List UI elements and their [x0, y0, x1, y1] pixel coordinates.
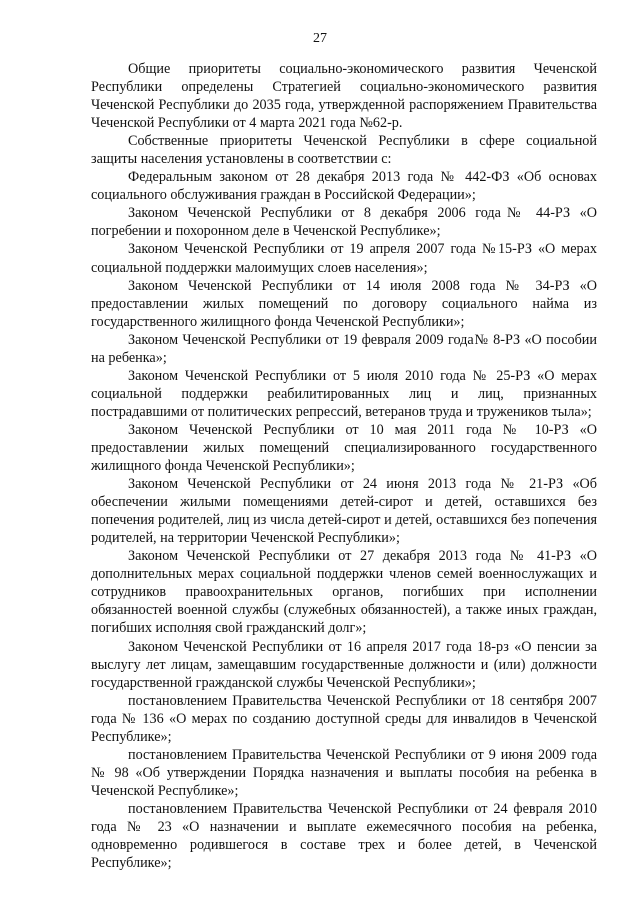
paragraph-law-25-rz: Законом Чеченской Республики от 5 июля 2010 года № 25-РЗ «О мерах социальной поддержки реабилитированных лиц и лиц, признанных пострадавшими от политических репрессий, ветеранов труда и тружеников тыла»;: [91, 367, 597, 420]
paragraph-general-priorities: Общие приоритеты социально-экономического развития Чеченской Республики определены Стратегией социально-экономического развития Чеченской Республики до 2035 года, утвержденной распоряжением Правительства Чеченской Республики от 4 марта 2021 года №62-р.: [91, 61, 597, 132]
paragraph-law-15-rz: Законом Чеченской Республики от 19 апреля 2007 года №15-РЗ «О мерах социальной поддержки малоимущих слоев населения»;: [91, 241, 597, 276]
paragraph-resolution-23: постановлением Правительства Чеченской Республики от 24 февраля 2010 года № 23 «О назначении и выплате ежемесячного пособия на ребенка, одновременно родившегося в составе трех и более детей, в Чеченской Республике»;: [91, 800, 597, 872]
paragraph-law-18-rz: Законом Чеченской Республики от 16 апреля 2017 года 18-рз «О пенсии за выслугу лет лицам, замещавшим государственные должности и (или) должности государственной гражданской службы Чеченской Республики»;: [91, 638, 597, 691]
paragraph-law-34-rz: Законом Чеченской Республики от 14 июля 2008 года № 34-РЗ «О предоставлении жилых помещений по договору социального найма из государственного жилищного фонда Чеченской Республики»;: [91, 277, 597, 330]
paragraph-resolution-136: постановлением Правительства Чеченской Республики от 18 сентября 2007 года № 136 «О мерах по созданию доступной среды для инвалидов в Чеченской Республике»;: [91, 692, 597, 745]
paragraph-law-21-rz: Законом Чеченской Республики от 24 июня 2013 года № 21-РЗ «Об обеспечении жилыми помещениями детей-сирот и детей, оставшихся без попечения родителей, лиц из числа детей-сирот и детей, оставшихся без попечения родителей, на территории Чеченской Республики»;: [91, 476, 597, 547]
page-number: 27: [313, 31, 327, 46]
paragraph-own-priorities: Собственные приоритеты Чеченской Республики в сфере социальной защиты населения установлены в соответствии с:: [91, 133, 597, 168]
paragraph-law-10-rz: Законом Чеченской Республики от 10 мая 2011 года № 10-РЗ «О предоставлении жилых помещений специализированного государственного жилищного фонда Чеченской Республики»;: [91, 421, 597, 475]
paragraph-law-44-rz: Законом Чеченской Республики от 8 декабря 2006 года№ 44-РЗ «О погребении и похоронном деле в Чеченской Республике»;: [91, 205, 597, 240]
paragraph-resolution-98: постановлением Правительства Чеченской Республики от 9 июня 2009 года № 98 «Об утверждении Порядка назначения и выплаты пособия на ребенка в Чеченской Республике»;: [91, 746, 597, 799]
paragraph-federal-law-442: Федеральным законом от 28 декабря 2013 года № 442-ФЗ «Об основах социального обслуживания граждан в Российской Федерации»;: [91, 169, 597, 204]
paragraph-law-8-rz: Законом Чеченской Республики от 19 февраля 2009 года№ 8-РЗ «О пособии на ребенка»;: [91, 331, 597, 366]
paragraph-law-41-rz: Законом Чеченской Республики от 27 декабря 2013 года № 41-РЗ «О дополнительных мерах социальной поддержки членов семей военнослужащих и сотрудников правоохранительных органов, погибших при исполнении обязанностей военной службы (служебных обязанностей), а также иных граждан, погибших исполняя свой гражданский долг»;: [91, 548, 597, 637]
document-body: [91, 60, 597, 872]
